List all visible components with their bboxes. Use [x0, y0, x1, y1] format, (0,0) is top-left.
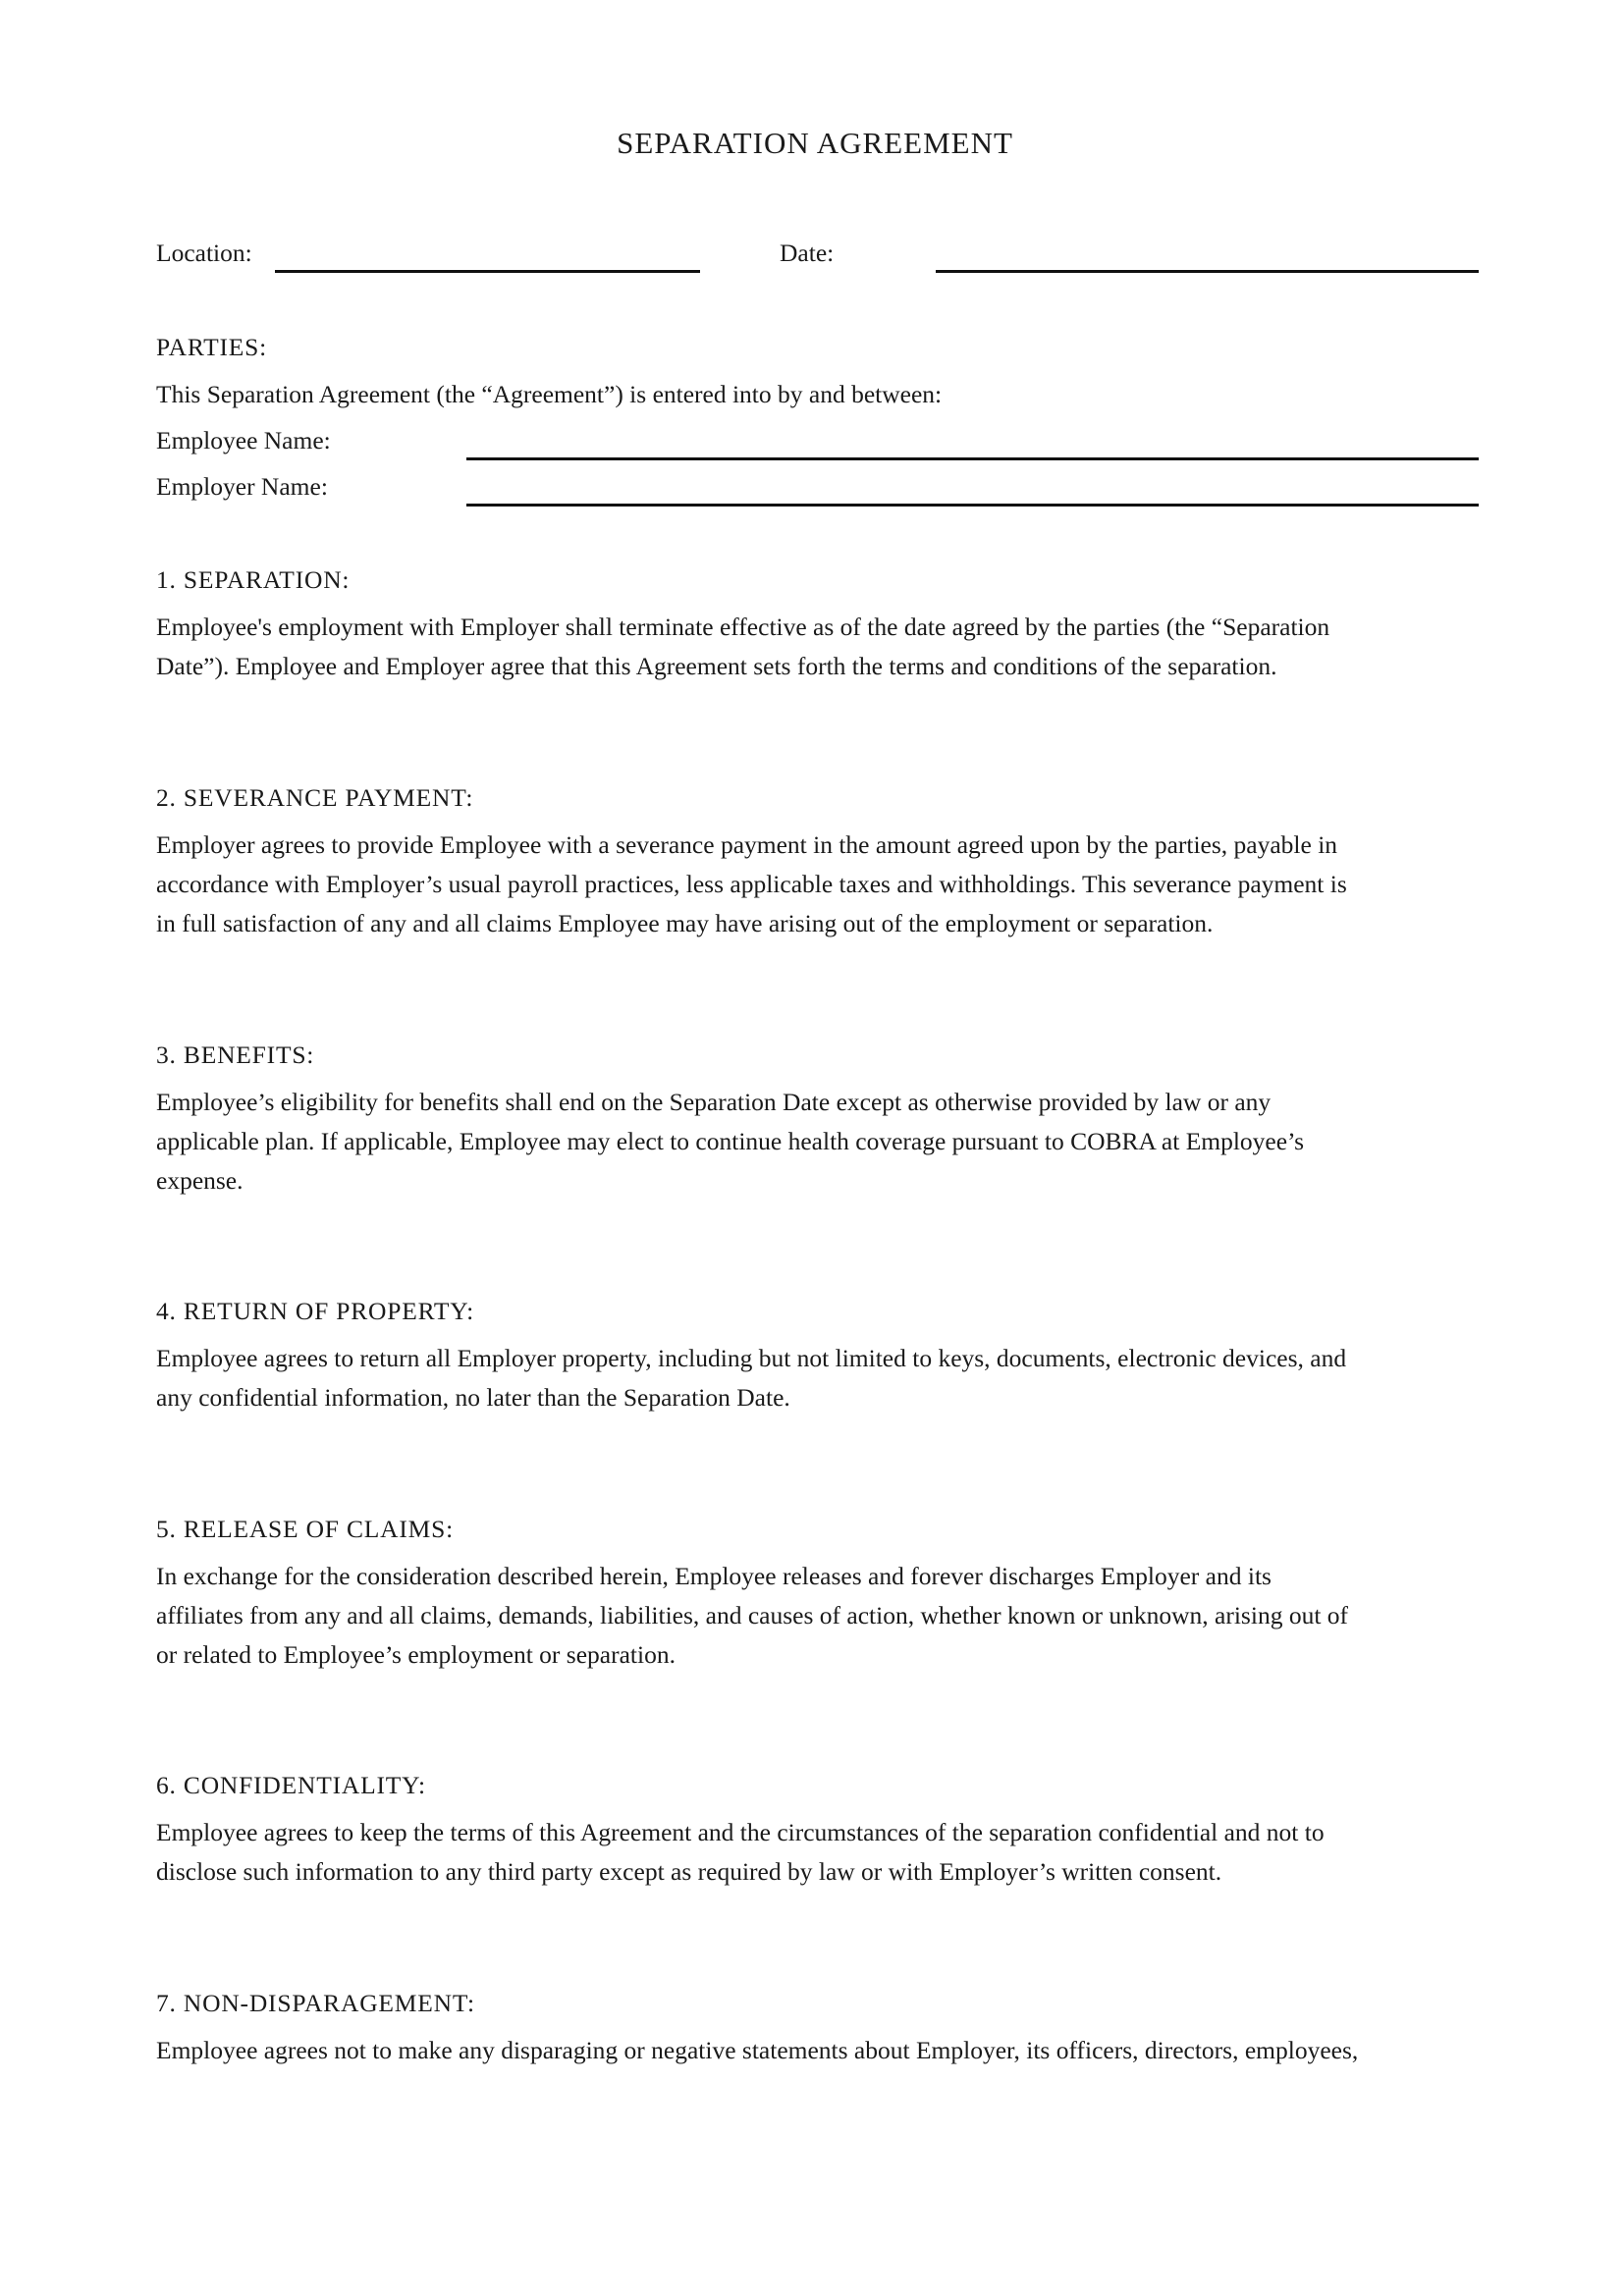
section-6-body — [156, 1813, 1491, 1892]
section-5-body — [156, 1557, 1491, 1675]
employer-name-field-line[interactable] — [466, 504, 1479, 507]
section-1-line: Employee's employment with Employer shall terminate effective as of the date agreed by the parties (the “Separation — [156, 613, 1330, 641]
date-field-line[interactable] — [936, 270, 1479, 273]
section-1-body — [156, 608, 1491, 686]
employee-name-label: Employee Name: — [156, 426, 331, 454]
section-6-line: Employee agrees to keep the terms of this Agreement and the circumstances of the separation confidential and not to — [156, 1818, 1325, 1846]
date-label: Date: — [780, 239, 835, 267]
section-2-line: Employer agrees to provide Employee with a severance payment in the amount agreed upon by the parties, payable in — [156, 830, 1338, 859]
section-2-line: accordance with Employer’s usual payroll practices, less applicable taxes and withholdings. This severance payment is — [156, 870, 1347, 898]
section-3-line: Employee’s eligibility for benefits shall end on the Separation Date except as otherwise provided by law or any — [156, 1088, 1272, 1116]
section-4-line: Employee agrees to return all Employer property, including but not limited to keys, documents, electronic devices, and — [156, 1344, 1347, 1372]
parties-intro: This Separation Agreement (the “Agreement”) is entered into by and between: — [156, 380, 943, 408]
section-7-line: Employee agrees not to make any disparaging or negative statements about Employer, its officers, directors, employees, — [156, 2036, 1359, 2064]
section-1-heading: 1. SEPARATION: — [156, 565, 351, 594]
section-5-line: affiliates from any and all claims, demands, liabilities, and causes of action, whether known or unknown, arising out of — [156, 1601, 1349, 1629]
section-3-line: applicable plan. If applicable, Employee may elect to continue health coverage pursuant to COBRA at Employee’s — [156, 1127, 1305, 1155]
section-6-heading: 6. CONFIDENTIALITY: — [156, 1771, 426, 1799]
section-6-line: disclose such information to any third party except as required by law or with Employer’s written consent. — [156, 1857, 1222, 1886]
section-3-heading: 3. BENEFITS: — [156, 1041, 315, 1069]
section-2-line: in full satisfaction of any and all claims Employee may have arising out of the employment or separation. — [156, 909, 1214, 937]
employee-name-field-line[interactable] — [466, 457, 1479, 460]
section-4-body — [156, 1339, 1491, 1417]
location-label: Location: — [156, 239, 252, 267]
section-1-line: Date”). Employee and Employer agree that this Agreement sets forth the terms and conditions of the separation. — [156, 652, 1277, 680]
section-5-line: or related to Employee’s employment or separation. — [156, 1640, 676, 1669]
employer-name-label: Employer Name: — [156, 472, 328, 501]
section-3-line: expense. — [156, 1166, 244, 1195]
section-5-heading: 5. RELEASE OF CLAIMS: — [156, 1515, 454, 1543]
section-4-heading: 4. RETURN OF PROPERTY: — [156, 1297, 475, 1325]
section-3-body — [156, 1083, 1491, 1201]
section-7-heading: 7. NON-DISPARAGEMENT: — [156, 1989, 475, 2017]
section-4-line: any confidential information, no later than the Separation Date. — [156, 1383, 790, 1412]
section-2-body — [156, 826, 1491, 943]
section-7-body — [156, 2031, 1491, 2070]
document-title: SEPARATION AGREEMENT — [617, 126, 1013, 160]
parties-heading: PARTIES: — [156, 333, 268, 361]
section-2-heading: 2. SEVERANCE PAYMENT: — [156, 783, 474, 812]
section-5-line: In exchange for the consideration described herein, Employee releases and forever discharges Employer and its — [156, 1562, 1272, 1590]
location-field-line[interactable] — [275, 270, 700, 273]
